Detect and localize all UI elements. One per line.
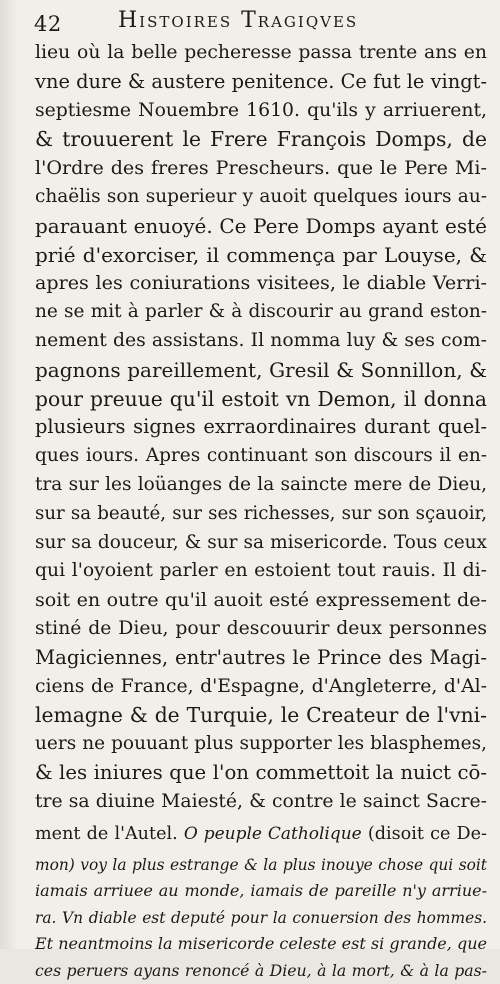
text-line: stiné de Dieu, pour descouurir deux personnes <box>35 617 487 639</box>
text-line: sur sa douceur, & sur sa misericorde. Tous ceux <box>35 531 487 553</box>
text-line: & trouuerent le Frere François Domps, de <box>35 127 487 152</box>
text-line-mixed <box>35 817 487 852</box>
text-line: prié d'exorciser, il commença par Louyse, & <box>35 242 487 267</box>
text-line: septiesme Nouembre 1610. qu'ils y arriuerent, <box>35 99 487 121</box>
text-line: tre sa diuine Maiesté, & contre le sainct Sacre- <box>35 790 487 812</box>
page-number: 42 <box>34 12 62 36</box>
text-line: ques iours. Apres continuant son discours il en- <box>35 445 487 467</box>
text-line: l'Ordre des freres Prescheurs. que le Pere Mi- <box>35 156 487 180</box>
text-line: chaëlis son superieur y auoit quelques iours au- <box>35 185 487 207</box>
text-line: nement des assistans. Il nomma luy & ses com- <box>35 329 487 351</box>
body-text <box>35 39 487 984</box>
text-line: tra sur les loüanges de la saincte mere de Dieu, <box>35 473 487 495</box>
text-line: & les iniures que l'on commettoit la nuict cō- <box>35 760 487 784</box>
running-title: Histoires Tragiqves <box>118 8 359 33</box>
italic-text-line: Et neantmoins la misericorde celeste est si grande, que <box>35 934 487 954</box>
italic-text-line: mon) voy la plus estrange & la plus inouye chose qui soit <box>35 855 487 874</box>
text-line: lieu où la belle pecheresse passa trente ans en <box>35 42 487 63</box>
italic-text-line: ces peruers ayans renoncé à Dieu, à la mort, & à la pas- <box>35 960 487 980</box>
text-line: pagnons pareillement, Gresil & Sonnillon, & <box>35 357 487 382</box>
text-line: vne dure & austere penitence. Ce fut le vingt- <box>35 69 487 93</box>
text-line: sur sa beauté, sur ses richesses, sur son sçauoir, <box>35 502 487 524</box>
italic-text-line: iamais arriuee au monde, iamais de pareille n'y arriue- <box>35 881 487 901</box>
text-line: plusieurs signes exrraordinaires durant quel- <box>35 415 487 439</box>
running-head <box>34 8 474 42</box>
text-line: pour preuue qu'il estoit vn Demon, il donna <box>35 386 487 411</box>
roman-segment: (disoit ce De- <box>367 823 487 844</box>
roman-segment: ment de l'Autel. <box>35 823 178 844</box>
text-line: lemagne & de Turquie, le Createur de l'vni- <box>35 703 487 728</box>
text-line: soit en outre qu'il auoit esté expressement de- <box>35 588 487 612</box>
binding-shadow <box>0 0 18 949</box>
italic-segment: O peuple Catholique <box>183 823 362 844</box>
text-line: qui l'oyoient parler en estoient tout rauis. Il di- <box>35 560 487 582</box>
text-line: ne se mit à parler & à discourir au grand eston- <box>35 301 487 323</box>
text-line: uers ne pouuant plus supporter les blasphemes, <box>35 733 487 755</box>
text-line: ciens de France, d'Espagne, d'Angleterre, d'Al- <box>35 675 487 697</box>
text-line: Magiciennes, entr'autres le Prince des Magi- <box>35 645 487 669</box>
italic-text-line: ra. Vn diable est deputé pour la conuersion des hommes. <box>35 908 487 927</box>
text-line: apres les coniurations visitees, le diable Verri- <box>35 271 487 295</box>
text-line: parauant enuoyé. Ce Pere Domps ayant esté <box>35 213 487 238</box>
